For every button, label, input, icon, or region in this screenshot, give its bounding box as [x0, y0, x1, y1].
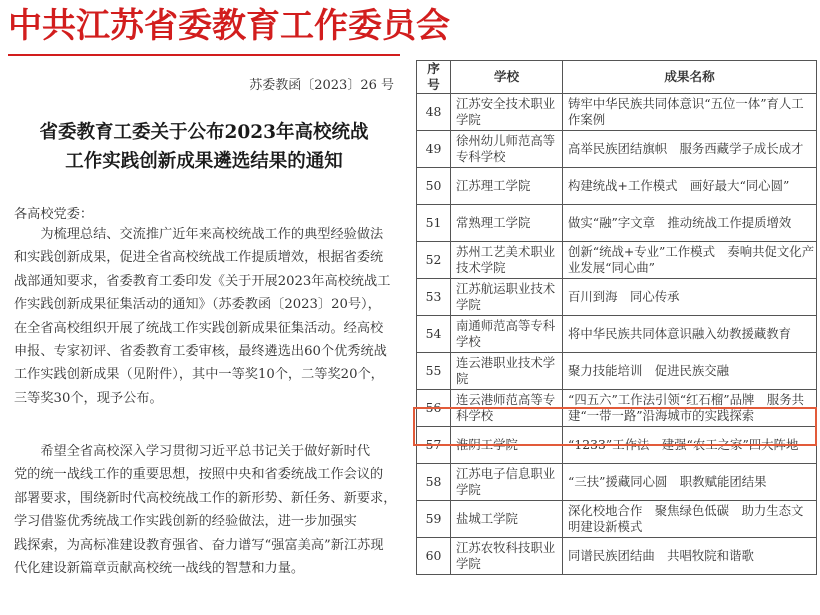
achievement-name-line: 业发展“同心曲” [568, 260, 656, 275]
table-row [417, 279, 817, 316]
school-line: 学院 [456, 297, 481, 312]
notice-title [14, 118, 394, 176]
paragraph-line: 在全省高校组织开展了统战工作实践创新成果征集活动。经高校 [14, 320, 384, 336]
row-number: 52 [417, 242, 451, 279]
achievement-name-cell [563, 427, 817, 464]
paragraph-line: 部署要求，围绕新时代高校统战工作的新形势、新任务、新要求， [14, 490, 397, 506]
achievement-name-line: 建“一带一路”沿海城市的实践探索 [568, 408, 755, 423]
achievement-name-cell [563, 538, 817, 575]
row-number: 49 [417, 131, 451, 168]
school-cell [451, 131, 563, 168]
school-cell [451, 94, 563, 131]
school-cell [451, 464, 563, 501]
row-number: 48 [417, 94, 451, 131]
achievement-name-line: 将中华民族共同体意识融入幼教援藏教育 [568, 326, 792, 341]
school-cell [451, 538, 563, 575]
table-row [417, 353, 817, 390]
school-line: 盐城工学院 [456, 511, 518, 526]
achievement-name-cell [563, 353, 817, 390]
achievement-name-line: 明建设新模式 [568, 519, 643, 534]
row-number: 54 [417, 316, 451, 353]
row-number: 58 [417, 464, 451, 501]
achievement-name-cell [563, 131, 817, 168]
row-number: 59 [417, 501, 451, 538]
school-cell [451, 168, 563, 205]
achievement-name-cell [563, 501, 817, 538]
table-row [417, 94, 817, 131]
results-table [416, 60, 817, 575]
achievement-name-line: 做实“融”字文章 推动统战工作提质增效 [568, 215, 792, 230]
table-row [417, 501, 817, 538]
achievement-name-line: “三扶”援藏同心圆 职教赋能团结果 [568, 474, 767, 489]
school-cell [451, 501, 563, 538]
paragraph-2 [14, 440, 398, 580]
row-number: 57 [417, 427, 451, 464]
notice-title-line: 工作实践创新成果遴选结果的通知 [65, 151, 343, 172]
table-row [417, 205, 817, 242]
row-number: 55 [417, 353, 451, 390]
school-line: 连云港职业技术学 [456, 355, 556, 370]
table-row [417, 316, 817, 353]
school-line: 院 [456, 371, 469, 386]
paragraph-line: 代化建设新篇章贡献高校统一战线的智慧和力量。 [14, 561, 305, 577]
achievement-name-line: 创新“统战+专业”工作模式 奏响共促文化产 [568, 244, 815, 259]
school-cell [451, 427, 563, 464]
table-header-row [417, 61, 817, 94]
paragraph-line: 为梳理总结、交流推广近年来高校统战工作的典型经验做法 [14, 227, 384, 242]
masthead-divider [8, 54, 400, 56]
school-line: 江苏理工学院 [456, 178, 531, 193]
achievement-name-cell [563, 316, 817, 353]
document-number: 苏委教函〔2023〕26 号 [249, 78, 394, 93]
achievement-name-cell [563, 279, 817, 316]
header-achievement-name: 成果名称 [563, 61, 817, 94]
achievement-name-line: 聚力技能培训 促进民族交融 [568, 363, 730, 378]
school-cell [451, 205, 563, 242]
achievement-name-line: 作案例 [568, 112, 606, 127]
row-number: 60 [417, 538, 451, 575]
achievement-name-cell [563, 390, 817, 427]
school-cell [451, 390, 563, 427]
table-row [417, 242, 817, 279]
paragraph-line: 三等奖30个，现予公布。 [14, 390, 163, 406]
achievement-name-line: 铸牢中华民族共同体意识“五位一体”育人工 [568, 96, 804, 111]
achievement-name-cell [563, 168, 817, 205]
table-row [417, 390, 817, 427]
table-row [417, 464, 817, 501]
results-table-page [406, 56, 820, 615]
school-line: 学院 [456, 556, 481, 571]
school-cell [451, 316, 563, 353]
achievement-name-line: 高举民族团结旗帜 服务西藏学子成长成才 [568, 141, 804, 156]
achievement-name-line: 深化校地合作 聚焦绿色低碳 助力生态文 [568, 503, 804, 518]
school-line: 徐州幼儿师范高等 [456, 133, 556, 148]
paragraph-line: 战部通知要求，省委教育工委印发《关于开展2023年高校统战工 [14, 273, 391, 289]
header-school: 学校 [451, 61, 563, 94]
school-line: 专科学校 [456, 149, 506, 164]
school-line: 连云港师范高等专 [456, 392, 556, 407]
row-number: 53 [417, 279, 451, 316]
achievement-name-line: 百川到海 同心传承 [568, 289, 680, 304]
masthead-title: 中共江苏省委教育工作委员会 [8, 6, 450, 46]
achievement-name-cell [563, 205, 817, 242]
row-number: 51 [417, 205, 451, 242]
paragraph-1 [14, 223, 398, 410]
salutation: 各高校党委： [14, 207, 94, 222]
school-line: 淮阴工学院 [456, 437, 518, 452]
paragraph-line: 作实践创新成果征集活动的通知》（苏委教函〔2023〕20号）， [14, 297, 381, 313]
school-line: 南通师范高等专科 [456, 318, 556, 333]
header-number: 序号 [417, 61, 451, 94]
school-line: 学院 [456, 482, 481, 497]
school-line: 学校 [456, 334, 481, 349]
table-row [417, 538, 817, 575]
school-line: 江苏航运职业技术 [456, 281, 556, 296]
school-line: 苏州工艺美术职业 [456, 244, 556, 259]
row-number: 50 [417, 168, 451, 205]
school-cell [451, 279, 563, 316]
school-line: 科学校 [456, 408, 494, 423]
school-line: 江苏电子信息职业 [456, 466, 556, 481]
table-row [417, 427, 817, 464]
notice-title-line: 省委教育工委关于公布2023年高校统战 [39, 122, 369, 143]
school-line: 江苏农牧科技职业 [456, 540, 556, 555]
achievement-name-line: “1233”工作法 建强“农工之家”四大阵地 [568, 437, 799, 452]
achievement-name-cell [563, 242, 817, 279]
table-row [417, 168, 817, 205]
achievement-name-line: 同谱民族团结曲 共唱牧院和谐歌 [568, 548, 754, 563]
paragraph-line: 党的统一战线工作的重要思想，按照中央和省委统战工作会议的 [14, 467, 384, 483]
achievement-name-line: 构建统战+工作模式 画好最大“同心圆” [568, 178, 790, 193]
row-number: 56 [417, 390, 451, 427]
school-line: 江苏安全技术职业 [456, 96, 556, 111]
paragraph-line: 希望全省高校深入学习贯彻习近平总书记关于做好新时代 [14, 444, 371, 459]
school-cell [451, 353, 563, 390]
achievement-name-cell [563, 464, 817, 501]
table-row [417, 131, 817, 168]
paragraph-line: 工作实践创新成果（见附件），其中一等奖10个，二等奖20个， [14, 367, 384, 383]
school-line: 常熟理工学院 [456, 215, 531, 230]
achievement-name-cell [563, 94, 817, 131]
achievement-name-line: “四五六”工作法引领“红石榴”品牌 服务共 [568, 392, 804, 407]
paragraph-line: 和实践创新成果，促进全省高校统战工作提质增效，根据省委统 [14, 250, 384, 266]
school-cell [451, 242, 563, 279]
paragraph-line: 践探索，为高标准建设教育强省、奋力谱写“强富美高”新江苏现 [14, 537, 384, 553]
school-line: 技术学院 [456, 260, 506, 275]
paragraph-line: 学习借鉴优秀统战工作实践创新的经验做法，进一步加强实 [14, 514, 357, 530]
paragraph-line: 申报、专家初评、省委教育工委审核，最终遴选出60个优秀统战 [14, 344, 387, 360]
school-line: 学院 [456, 112, 481, 127]
